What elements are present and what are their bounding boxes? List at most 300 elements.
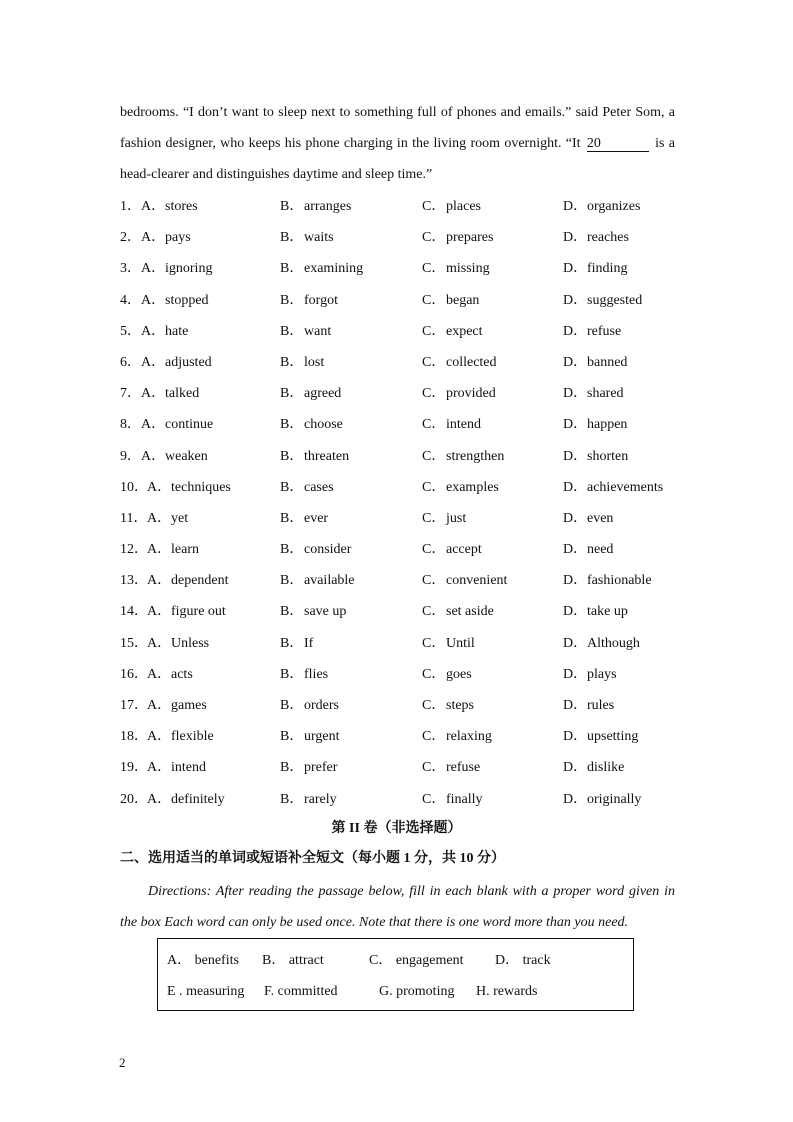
option-label: D． [563, 386, 588, 402]
option-a [147, 596, 226, 627]
option-label: A． [147, 698, 172, 713]
option-label: A． [141, 292, 166, 308]
option-label: B． [280, 479, 304, 495]
option-label: A． [147, 542, 172, 558]
option-d [563, 721, 638, 752]
option-b [280, 285, 338, 316]
option-label: B． [280, 323, 304, 339]
option-text: organizes [587, 199, 641, 214]
option-label: C． [422, 698, 446, 713]
option-label: A． [141, 417, 166, 433]
option-a [141, 191, 198, 222]
option-text: refuse [587, 323, 622, 339]
option-b [280, 503, 328, 534]
option-label: B． [280, 760, 304, 776]
option-b [280, 565, 355, 596]
question-number: 19． [120, 760, 148, 776]
option-b [280, 659, 328, 690]
question-row [120, 690, 680, 721]
option-text: just [446, 510, 467, 526]
option-d [563, 565, 652, 596]
option-d [563, 534, 613, 565]
option-label: D． [563, 448, 588, 464]
option-a [141, 253, 212, 284]
option-text: urgent [304, 729, 340, 745]
option-label: C． [422, 479, 446, 495]
option-c [422, 503, 466, 534]
option-b [280, 222, 334, 253]
option-c [422, 253, 490, 284]
question-list [120, 191, 680, 815]
option-label: C． [422, 604, 446, 620]
word-option-word: promoting [396, 984, 455, 999]
option-text: set aside [446, 604, 494, 620]
option-text: steps [446, 698, 474, 713]
question-row [120, 721, 680, 752]
question-number: 14． [120, 604, 148, 620]
option-text: shared [587, 386, 624, 402]
option-a [141, 409, 213, 440]
option-label: D． [563, 479, 588, 495]
option-label: C． [422, 323, 446, 339]
option-text: save up [304, 604, 347, 620]
option-c [422, 472, 499, 503]
option-label: C． [422, 354, 446, 370]
option-label: C． [422, 417, 446, 433]
option-label: B． [280, 417, 304, 433]
option-d [563, 409, 627, 440]
option-label: D． [563, 698, 588, 713]
question-number: 17． [120, 698, 148, 713]
option-label: B． [280, 604, 304, 620]
option-label: D． [563, 510, 588, 526]
option-text: lost [304, 354, 325, 370]
question-row [120, 285, 680, 316]
option-label: B． [280, 292, 304, 308]
option-text: began [446, 292, 480, 308]
option-label: D． [563, 573, 588, 589]
word-option-label: D． [495, 953, 520, 968]
question-number: 2． [120, 230, 141, 246]
word-option-word: measuring [186, 984, 245, 999]
option-text: achievements [587, 479, 664, 495]
option-c [422, 534, 482, 565]
option-text: cases [304, 479, 334, 495]
option-text: games [171, 698, 207, 713]
option-c [422, 659, 472, 690]
option-label: D． [563, 791, 588, 807]
option-text: want [304, 323, 332, 339]
option-text: choose [304, 417, 343, 433]
option-label: D． [563, 760, 588, 776]
option-label: B． [280, 386, 304, 402]
word-option-label: F. [264, 984, 275, 999]
question-number: 12． [120, 542, 148, 558]
directions-line-2: the box Each word can only be used once. Note that there is one word more than you need. [120, 915, 629, 930]
passage-line-2 [120, 128, 675, 159]
question-number: 20． [120, 791, 148, 807]
option-b [280, 721, 340, 752]
question-number: 3． [120, 261, 141, 277]
option-text: examining [304, 261, 364, 277]
option-text: adjusted [165, 354, 212, 370]
option-text: accept [446, 542, 482, 558]
option-text: collected [446, 354, 497, 370]
option-text: even [587, 510, 614, 526]
option-label: B． [280, 729, 304, 745]
option-text: weaken [165, 448, 208, 464]
word-option-word: committed [277, 984, 338, 999]
option-c [422, 222, 493, 253]
word-option [262, 951, 324, 971]
option-label: C． [422, 199, 446, 214]
option-label: D． [563, 729, 588, 745]
option-text: flies [304, 666, 329, 682]
option-label: A． [147, 604, 172, 620]
question-row [120, 222, 680, 253]
option-label: D． [563, 292, 588, 308]
option-label: A． [141, 261, 166, 277]
option-label: B． [280, 698, 304, 713]
option-a [147, 628, 209, 659]
option-c [422, 596, 494, 627]
question-number: 1． [120, 199, 141, 214]
option-label: D． [563, 230, 588, 246]
question-number: 9． [120, 448, 141, 464]
option-c [422, 752, 480, 783]
option-label: B． [280, 448, 304, 464]
option-a [147, 659, 193, 690]
question-row [120, 191, 680, 222]
option-b [280, 441, 349, 472]
blank-20: 20 [587, 136, 649, 152]
option-c [422, 347, 497, 378]
option-text: arranges [304, 199, 352, 214]
option-text: suggested [587, 292, 643, 308]
option-label: B． [280, 666, 304, 682]
option-label: B． [280, 261, 304, 277]
option-text: talked [165, 386, 200, 402]
part-heading: 二、选用适当的单词或短语补全短文（每小题 1 分，共 10 分） [120, 851, 505, 866]
option-a [141, 441, 208, 472]
question-row [120, 784, 680, 815]
option-b [280, 784, 337, 815]
option-c [422, 721, 492, 752]
option-text: finally [446, 791, 483, 807]
option-d [563, 378, 624, 409]
option-d [563, 659, 617, 690]
passage-excerpt [120, 97, 675, 190]
option-d [563, 752, 624, 783]
option-label: A． [147, 510, 172, 526]
word-option-label: C． [369, 953, 393, 968]
option-d [563, 503, 613, 534]
option-c [422, 565, 507, 596]
option-text: orders [304, 698, 339, 713]
option-label: A． [141, 354, 166, 370]
option-label: C． [422, 510, 446, 526]
option-b [280, 316, 331, 347]
question-row [120, 752, 680, 783]
question-row [120, 378, 680, 409]
option-d [563, 285, 642, 316]
question-number: 8． [120, 417, 141, 433]
option-text: Although [587, 635, 640, 651]
passage-line-3: head-clearer and distinguishes daytime and sleep time.” [120, 167, 433, 182]
option-b [280, 347, 324, 378]
option-label: D． [563, 261, 588, 277]
directions-line-1: Directions: After reading the passage below, fill in each blank with a proper word given in [148, 884, 675, 899]
option-c [422, 441, 504, 472]
option-text: refuse [446, 760, 481, 776]
option-text: forgot [304, 292, 338, 308]
option-text: dependent [171, 573, 229, 589]
option-c [422, 784, 483, 815]
option-d [563, 628, 640, 659]
option-text: consider [304, 542, 352, 558]
option-text: definitely [171, 791, 225, 807]
option-a [141, 222, 191, 253]
option-label: C． [422, 666, 446, 682]
option-label: D． [563, 635, 588, 651]
option-text: need [587, 542, 614, 558]
passage-line-1: bedrooms. “I don’t want to sleep next to something full of phones and emails.” said Peter Som, a [120, 105, 675, 120]
question-row [120, 316, 680, 347]
option-label: B． [280, 791, 304, 807]
option-c [422, 378, 496, 409]
word-option-label: E . [167, 984, 183, 999]
option-text: stores [165, 199, 198, 214]
option-text: techniques [171, 479, 231, 495]
option-text: rarely [304, 791, 337, 807]
option-a [141, 285, 209, 316]
option-text: upsetting [587, 729, 639, 745]
option-text: places [446, 199, 481, 214]
word-option-label: G. [379, 984, 393, 999]
question-number: 7． [120, 386, 141, 402]
option-text: originally [587, 791, 642, 807]
option-b [280, 191, 351, 222]
option-label: A． [141, 323, 166, 339]
option-label: D． [563, 199, 588, 214]
option-label: C． [422, 292, 446, 308]
option-a [147, 784, 225, 815]
option-d [563, 316, 621, 347]
option-c [422, 690, 474, 721]
option-a [141, 378, 199, 409]
option-text: shorten [587, 448, 629, 464]
question-row [120, 347, 680, 378]
option-text: Until [446, 635, 475, 651]
option-text: hate [165, 323, 189, 339]
option-label: A． [147, 666, 172, 682]
page-number: 2 [119, 1055, 126, 1070]
option-label: C． [422, 386, 446, 402]
option-text: examples [446, 479, 499, 495]
option-label: B． [280, 573, 304, 589]
option-text: rules [587, 698, 615, 713]
option-a [141, 316, 188, 347]
question-row [120, 253, 680, 284]
option-text: reaches [587, 230, 629, 246]
option-b [280, 534, 351, 565]
question-number: 15． [120, 635, 148, 651]
question-number: 13． [120, 573, 148, 589]
option-a [147, 752, 206, 783]
option-text: available [304, 573, 355, 589]
word-box [157, 938, 634, 1011]
option-text: figure out [171, 604, 226, 620]
option-label: D． [563, 323, 588, 339]
option-text: intend [171, 760, 206, 776]
option-label: C． [422, 230, 446, 246]
question-row [120, 441, 680, 472]
option-label: A． [147, 479, 172, 495]
word-option-word: benefits [194, 953, 239, 968]
option-a [147, 565, 229, 596]
option-d [563, 690, 614, 721]
question-number: 10． [120, 479, 148, 495]
question-row [120, 409, 680, 440]
option-text: stopped [165, 292, 209, 308]
option-text: fashionable [587, 573, 652, 589]
option-d [563, 784, 641, 815]
option-a [147, 721, 214, 752]
option-d [563, 441, 628, 472]
question-number: 11． [120, 510, 148, 526]
option-b [280, 752, 337, 783]
section-title: 第 II 卷（非选择题） [331, 821, 462, 836]
option-label: A． [147, 791, 172, 807]
option-text: agreed [304, 386, 342, 402]
option-text: prefer [304, 760, 338, 776]
option-text: take up [587, 604, 628, 620]
option-text: goes [446, 666, 472, 682]
option-text: intend [446, 417, 481, 433]
option-label: A． [141, 230, 166, 246]
word-option-label: A． [167, 953, 192, 968]
option-d [563, 253, 627, 284]
option-a [147, 534, 199, 565]
option-text: banned [587, 354, 628, 370]
option-text: ever [304, 510, 329, 526]
option-text: happen [587, 417, 628, 433]
option-d [563, 596, 628, 627]
option-a [147, 472, 231, 503]
word-option [167, 982, 244, 1002]
word-option-word: rewards [493, 984, 538, 999]
option-c [422, 191, 481, 222]
word-option-word: engagement [395, 953, 464, 968]
word-option [495, 951, 551, 971]
option-label: B． [280, 354, 304, 370]
option-a [141, 347, 212, 378]
option-text: convenient [446, 573, 508, 589]
option-text: plays [587, 666, 617, 682]
option-label: C． [422, 448, 446, 464]
option-a [147, 503, 188, 534]
word-option-label: H. [476, 984, 490, 999]
option-b [280, 409, 343, 440]
option-text: finding [587, 261, 628, 277]
option-text: learn [171, 542, 199, 558]
option-d [563, 472, 663, 503]
question-row [120, 596, 680, 627]
question-number: 16． [120, 666, 148, 682]
question-row [120, 628, 680, 659]
option-label: A． [147, 635, 172, 651]
option-label: A． [141, 448, 166, 464]
question-row [120, 534, 680, 565]
option-c [422, 285, 479, 316]
option-label: D． [563, 354, 588, 370]
option-b [280, 628, 313, 659]
option-label: C． [422, 261, 446, 277]
question-row [120, 503, 680, 534]
option-text: flexible [171, 729, 214, 745]
option-text: yet [171, 510, 189, 526]
question-row [120, 565, 680, 596]
word-option [167, 951, 239, 971]
option-text: Unless [171, 635, 210, 651]
option-label: A． [147, 729, 172, 745]
option-b [280, 378, 341, 409]
option-text: pays [165, 230, 191, 246]
option-label: C． [422, 573, 446, 589]
option-text: prepares [446, 230, 494, 246]
option-label: B． [280, 199, 304, 214]
option-d [563, 222, 629, 253]
word-option-label: B． [262, 953, 286, 968]
option-text: acts [171, 666, 193, 682]
word-option [476, 982, 537, 1002]
option-text: continue [165, 417, 214, 433]
option-text: threaten [304, 448, 350, 464]
option-label: A． [141, 386, 166, 402]
word-option [369, 951, 463, 971]
option-text: waits [304, 230, 334, 246]
option-text: dislike [587, 760, 625, 776]
option-text: provided [446, 386, 496, 402]
option-label: D． [563, 666, 588, 682]
option-c [422, 409, 481, 440]
option-label: C． [422, 635, 446, 651]
option-label: B． [280, 635, 304, 651]
option-b [280, 253, 363, 284]
option-label: B． [280, 510, 304, 526]
option-c [422, 316, 483, 347]
option-text: ignoring [165, 261, 213, 277]
option-label: D． [563, 542, 588, 558]
question-number: 6． [120, 354, 141, 370]
question-number: 4． [120, 292, 141, 308]
word-option-word: attract [288, 953, 324, 968]
option-d [563, 347, 627, 378]
option-c [422, 628, 475, 659]
option-label: D． [563, 604, 588, 620]
directions [120, 876, 675, 938]
option-label: C． [422, 542, 446, 558]
word-option-word: track [522, 953, 551, 968]
option-a [147, 690, 207, 721]
option-label: A． [141, 199, 166, 214]
option-label: C． [422, 791, 446, 807]
option-text: If [304, 635, 314, 651]
word-option [379, 982, 454, 1002]
question-row [120, 659, 680, 690]
option-b [280, 472, 334, 503]
option-label: C． [422, 760, 446, 776]
